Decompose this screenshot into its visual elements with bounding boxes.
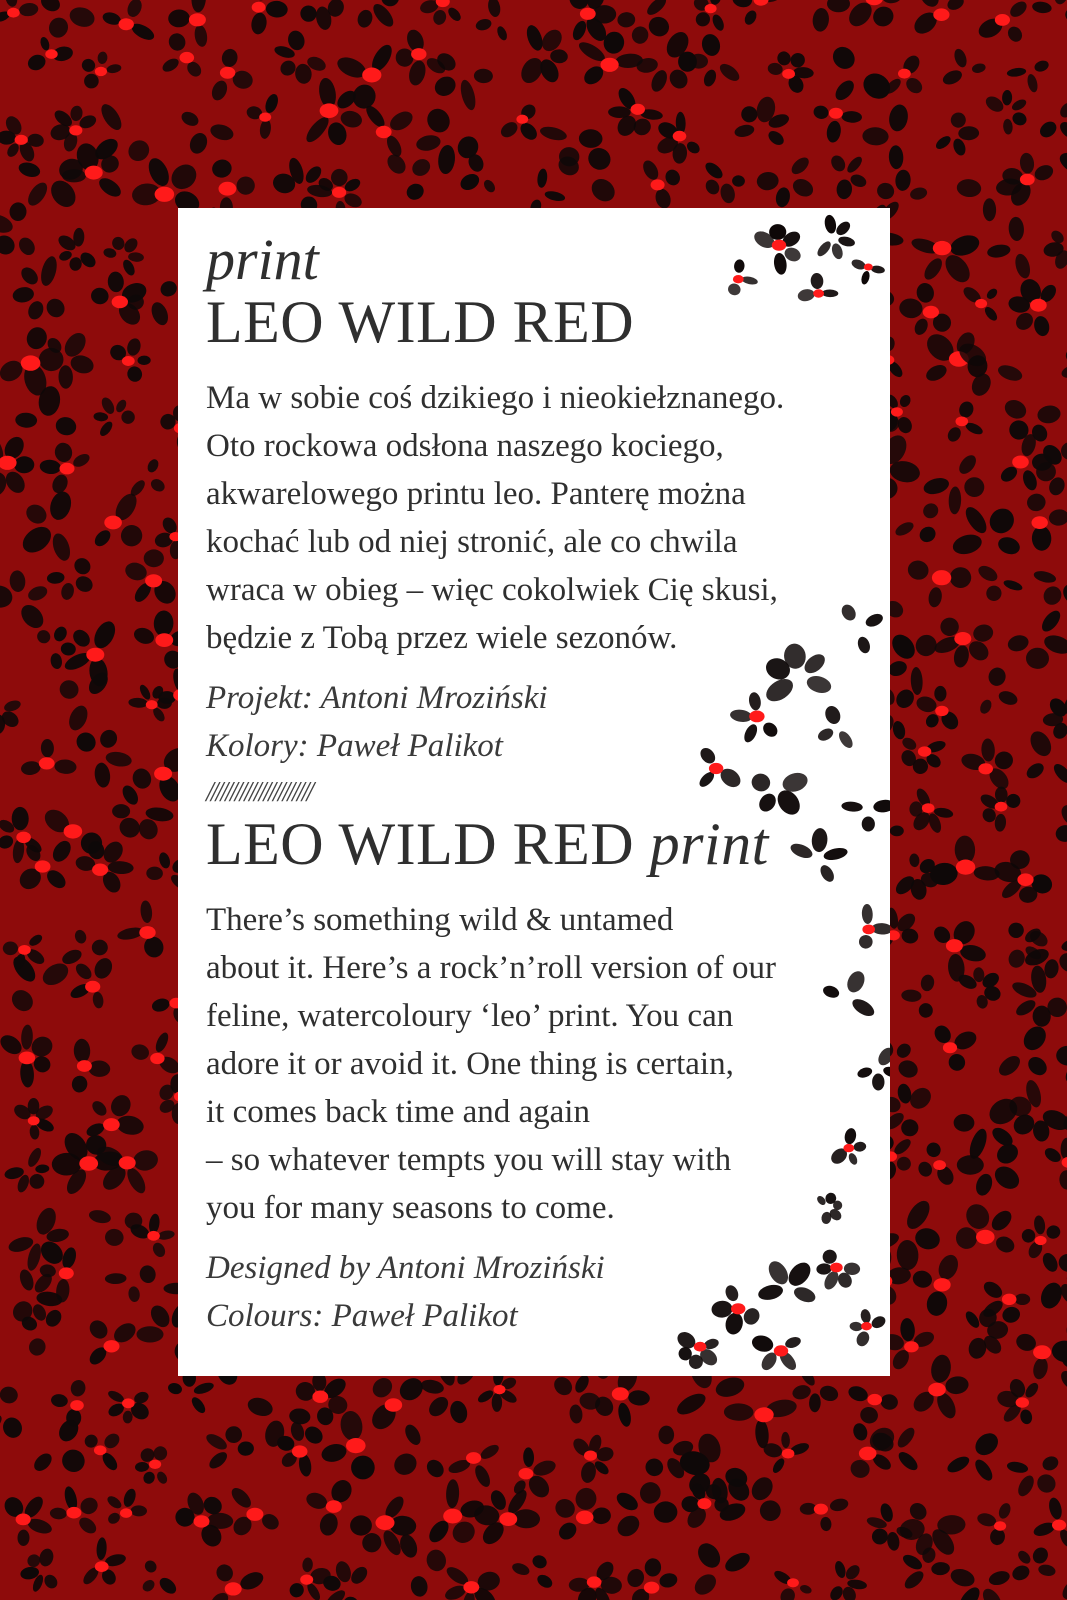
polish-kicker: print [206, 227, 319, 292]
polish-colours-credit: Kolory: Paweł Palikot [206, 728, 503, 764]
polish-title: LEO WILD RED [206, 289, 635, 355]
section-divider: ////////////////////// [206, 777, 312, 808]
english-design-credit: Designed by Antoni Mroziński [206, 1250, 605, 1286]
english-title [206, 812, 866, 876]
english-title-text: LEO WILD RED [206, 811, 635, 877]
text-card [178, 208, 890, 1376]
english-description: There’s something wild & untamed about it. Here’s a rock’n’roll version of our feline, watercoloury ‘leo’ print. You can adore it or avoid it. One thing is certain, it comes back time and again – so whatever tempts you will stay with you for many seasons to come. [206, 902, 776, 1226]
card-content [206, 227, 866, 1340]
polish-design-credit: Projekt: Antoni Mroziński [206, 680, 548, 716]
polish-description: Ma w sobie coś dzikiego i nieokiełznanego. Oto rockowa odsłona naszego kociego, akwarelowego printu leo. Panterę można kochać lub od niej stronić, ale co chwila wraca w obieg – więc cokolwiek Cię skusi, będzie z Tobą przez wiele sezonów. [206, 380, 785, 656]
english-colours-credit: Colours: Paweł Palikot [206, 1298, 518, 1334]
english-title-suffix: print [649, 811, 769, 877]
